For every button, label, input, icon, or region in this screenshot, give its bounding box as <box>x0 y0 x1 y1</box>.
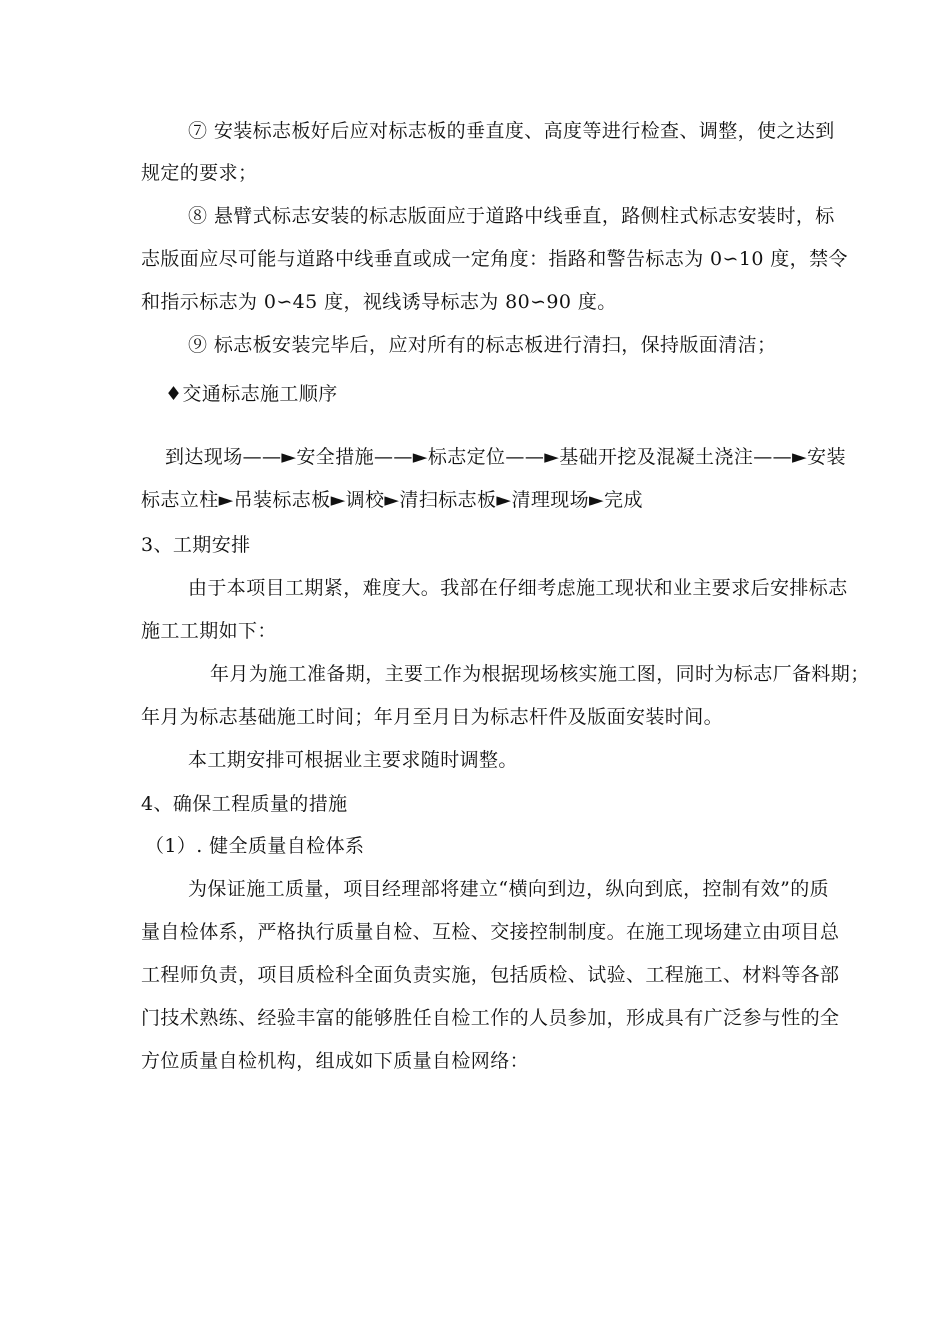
text-line: 施工工期如下： <box>141 620 277 642</box>
section-heading: 3、工期安排 <box>141 534 251 556</box>
text-line: 志版面应尽可能与道路中线垂直或成一定角度：指路和警告标志为 0∽10 度，禁令 <box>141 248 848 270</box>
section-heading: 4、确保工程质量的措施 <box>141 793 348 815</box>
flow-line: 到达现场——►安全措施——►标志定位——►基础开挖及混凝土浇注——►安装 <box>165 446 846 468</box>
text-line: ⑦ 安装标志板好后应对标志板的垂直度、高度等进行检查、调整，使之达到 <box>188 120 835 142</box>
text-line: 年月为标志基础施工时间；年月至月日为标志杆件及版面安装时间。 <box>141 706 724 728</box>
text-line: 量自检体系，严格执行质量自检、互检、交接控制制度。在施工现场建立由项目总 <box>141 921 840 943</box>
section-bullet-heading: ♦交通标志施工顺序 <box>165 383 338 405</box>
text-line: 本工期安排可根据业主要求随时调整。 <box>188 749 518 771</box>
text-line: 门技术熟练、经验丰富的能够胜任自检工作的人员参加，形成具有广泛参与性的全 <box>141 1007 840 1029</box>
flow-line: 标志立柱►吊装标志板►调校►清扫标志板►清理现场►完成 <box>141 489 643 511</box>
text-line: 规定的要求； <box>141 162 258 184</box>
text-line: 为保证施工质量，项目经理部将建立“横向到边，纵向到底，控制有效”的质 <box>188 878 830 900</box>
text-line: 工程师负责，项目质检科全面负责实施，包括质检、试验、工程施工、材料等各部 <box>141 964 840 986</box>
text-line: 方位质量自检机构，组成如下质量自检网络： <box>141 1050 530 1072</box>
text-line: 年月为施工准备期，主要工作为根据现场核实施工图，同时为标志厂备料期； <box>210 663 870 685</box>
text-line: 由于本项目工期紧，难度大。我部在仔细考虑施工现状和业主要求后安排标志 <box>188 577 848 599</box>
subsection-heading: （1）. 健全质量自检体系 <box>145 835 365 857</box>
text-line: ⑧ 悬臂式标志安装的标志版面应于道路中线垂直，路侧柱式标志安装时，标 <box>188 205 835 227</box>
text-line: 和指示标志为 0∽45 度，视线诱导标志为 80∽90 度。 <box>141 291 617 313</box>
text-line: ⑨ 标志板安装完毕后，应对所有的标志板进行清扫，保持版面清洁； <box>188 334 777 356</box>
